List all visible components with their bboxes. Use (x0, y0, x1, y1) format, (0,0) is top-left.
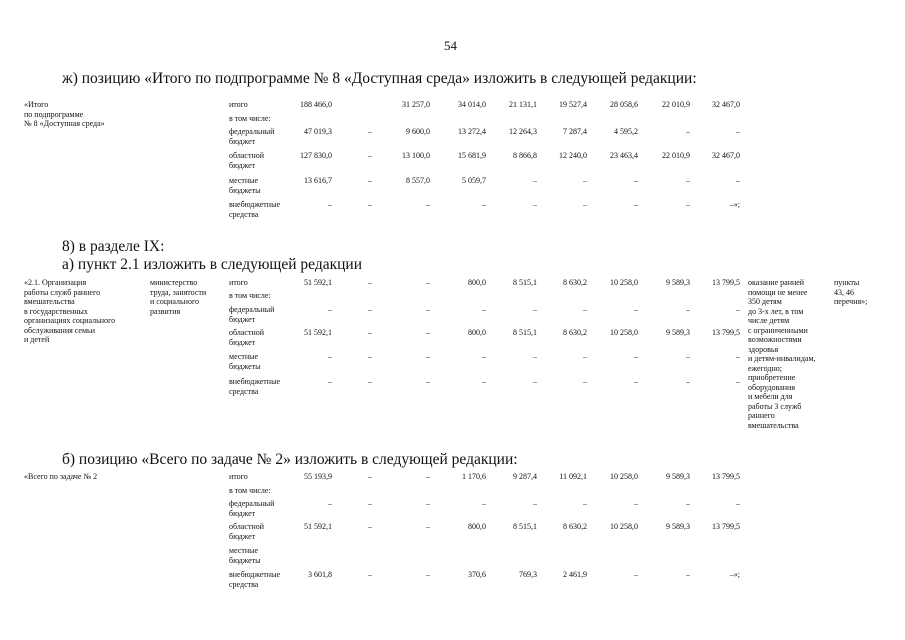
row-label-line: итого (229, 278, 248, 287)
table-cell: 13 272,4 (458, 127, 486, 136)
table-cell: 55 193,9 (304, 472, 332, 481)
table-cell: – (368, 472, 372, 481)
result-line: и детям-инвалидам, (748, 354, 816, 363)
table-cell: 51 592,1 (304, 328, 332, 337)
table-cell: – (533, 377, 537, 386)
table-cell: 8 630,2 (563, 278, 587, 287)
table-cell: 10 258,0 (610, 328, 638, 337)
table-cell: – (368, 305, 372, 314)
result-line: до 3-х лет, в том (748, 306, 804, 316)
table-cell: 31 257,0 (402, 100, 430, 109)
result-line: помощи не менее (748, 287, 808, 297)
table-cell: – (736, 377, 740, 386)
row-label-line: бюджет (229, 160, 256, 170)
table-cell: – (583, 200, 587, 209)
table-cell: 8 630,2 (563, 328, 587, 337)
table-cell: – (426, 200, 430, 209)
row-label-line: бюджет (229, 531, 256, 541)
row-label-line: средства (229, 386, 259, 396)
row-label (229, 176, 261, 195)
table-cell: – (686, 305, 690, 314)
table-cell: –»; (729, 570, 740, 579)
table-cell: 13 799,5 (712, 472, 740, 481)
block1-title (24, 100, 105, 129)
table-cell: – (426, 278, 430, 287)
table-cell: 51 592,1 (304, 522, 332, 531)
heading-item-b: б) позицию «Всего по задаче № 2» изложить в следующей редакции: (62, 451, 518, 468)
table-cell: 23 463,4 (610, 151, 638, 160)
table-cell: – (533, 176, 537, 185)
table-cell: – (533, 352, 537, 361)
table-cell: 32 467,0 (712, 151, 740, 160)
row-label-line: местные (229, 176, 259, 185)
table-cell: – (482, 352, 486, 361)
reference-line: пункты (834, 278, 860, 287)
result-line: числе детям (748, 316, 790, 325)
table-cell: – (482, 305, 486, 314)
row-label-line: бюджеты (229, 361, 261, 371)
table-cell: 769,3 (519, 570, 537, 579)
table-cell: 21 131,1 (509, 100, 537, 109)
table-cell: – (686, 200, 690, 209)
block3-title (24, 472, 97, 482)
row-label-line: федеральный (229, 127, 275, 136)
page-number: 54 (444, 38, 457, 53)
table-cell: 2 461,9 (563, 570, 587, 579)
table-cell: 800,0 (468, 328, 486, 337)
heading-item-zh: ж) позицию «Итого по подпрограмме № 8 «Доступная среда» изложить в следующей редакции: (62, 70, 697, 87)
row-label (229, 328, 264, 347)
title-line: вмешательства (24, 297, 75, 306)
row-label-line: областной (229, 151, 265, 160)
table-cell: – (533, 499, 537, 508)
table-cell: – (533, 305, 537, 314)
row-label-line: федеральный (229, 499, 275, 508)
result-line: вмешательства (748, 420, 799, 430)
table-cell: 22 010,9 (662, 151, 690, 160)
table-cell: 1 170,6 (462, 472, 486, 481)
row-label (229, 100, 248, 110)
table-cell: – (634, 570, 638, 579)
result-line: работы 3 служб (748, 401, 802, 411)
table-cell: – (368, 499, 372, 508)
table-cell: – (368, 151, 372, 160)
table-cell: 8 866,8 (513, 151, 537, 160)
table-cell: – (482, 499, 486, 508)
title-line: «Итого (24, 100, 49, 109)
table-cell: – (686, 352, 690, 361)
table-cell: – (482, 377, 486, 386)
table-cell: – (634, 377, 638, 386)
table-cell: 8 515,1 (513, 522, 537, 531)
row-label (229, 352, 261, 371)
table-cell: 9 600,0 (406, 127, 430, 136)
row-label-line: внебюджетные (229, 200, 280, 209)
row-label (229, 522, 264, 541)
table-cell: 8 630,2 (563, 522, 587, 531)
reference-line: перечня»; (834, 297, 868, 306)
table-cell: 47 019,3 (304, 127, 332, 136)
table-cell: – (736, 127, 740, 136)
block2-result (748, 278, 816, 430)
table-cell: 10 258,0 (610, 522, 638, 531)
row-label-line: областной (229, 522, 265, 531)
table-cell: – (736, 176, 740, 185)
table-cell: – (686, 499, 690, 508)
reference-line: 43, 46 (834, 287, 854, 297)
table-cell: – (368, 278, 372, 287)
table-cell: 800,0 (468, 278, 486, 287)
row-label (229, 472, 248, 482)
row-label (229, 305, 274, 324)
table-cell: – (368, 127, 372, 136)
row-label-line: бюджет (229, 337, 256, 347)
result-line: ежегодно; (748, 363, 782, 373)
table-cell: – (368, 176, 372, 185)
result-line: здоровья (748, 344, 779, 354)
table-cell: 28 058,6 (610, 100, 638, 109)
table-cell: – (328, 352, 332, 361)
table-cell: 8 557,0 (406, 176, 430, 185)
executor-line: министерство (150, 278, 198, 287)
table-cell: – (583, 352, 587, 361)
table-cell: – (634, 352, 638, 361)
table-cell: 800,0 (468, 522, 486, 531)
block2-title (24, 278, 115, 345)
row-label-line: средства (229, 579, 259, 589)
table-cell: – (426, 377, 430, 386)
row-label-line: внебюджетные (229, 570, 280, 579)
table-cell: – (736, 499, 740, 508)
table-cell: 9 589,3 (666, 522, 690, 531)
table-cell: 34 014,0 (458, 100, 486, 109)
row-label-line: федеральный (229, 305, 275, 314)
table-cell: 8 515,1 (513, 278, 537, 287)
table-cell: – (686, 570, 690, 579)
row-label-line: местные (229, 546, 259, 555)
table-cell: – (634, 200, 638, 209)
table-cell: – (686, 127, 690, 136)
table-cell: 12 264,3 (509, 127, 537, 136)
row-label-line: бюджеты (229, 185, 261, 195)
table-cell: 12 240,0 (559, 151, 587, 160)
table-cell: – (328, 499, 332, 508)
row-label-line: бюджет (229, 508, 256, 518)
result-line: раннего (748, 411, 775, 420)
table-cell: – (686, 176, 690, 185)
table-cell: – (583, 377, 587, 386)
table-cell: 127 830,0 (300, 151, 332, 160)
table-cell: – (533, 200, 537, 209)
result-line: 350 детям (748, 297, 782, 306)
row-label-line: в том числе: (229, 291, 271, 300)
table-cell: – (368, 570, 372, 579)
table-cell: 188 466,0 (300, 100, 332, 109)
table-cell: 8 515,1 (513, 328, 537, 337)
row-label (229, 127, 274, 146)
executor-line: труда, занятости (150, 287, 207, 297)
row-label-line: бюджет (229, 136, 256, 146)
table-cell: 7 287,4 (563, 127, 587, 136)
result-line: и мебели для (748, 392, 793, 401)
result-line: приобретение (748, 373, 796, 382)
table-cell: – (368, 328, 372, 337)
table-cell: – (368, 377, 372, 386)
heading-section-8: 8) в разделе IX: (62, 238, 165, 255)
title-line: обслуживания семьи (24, 325, 95, 335)
table-cell: 19 527,4 (559, 100, 587, 109)
table-cell: – (426, 522, 430, 531)
table-cell: – (368, 522, 372, 531)
row-label-line: итого (229, 472, 248, 481)
table-cell: 370,6 (468, 570, 486, 579)
table-cell: 15 681,9 (458, 151, 486, 160)
table-cell: –»; (729, 200, 740, 209)
table-cell: – (426, 352, 430, 361)
table-cell: 51 592,1 (304, 278, 332, 287)
table-cell: – (426, 499, 430, 508)
table-cell: – (426, 305, 430, 314)
table-cell: 9 589,3 (666, 472, 690, 481)
table-cell: – (634, 499, 638, 508)
result-line: возможностями (748, 335, 802, 344)
row-label-line: в том числе: (229, 486, 271, 495)
table-cell: – (736, 352, 740, 361)
row-label (229, 486, 271, 496)
executor-line: развития (150, 306, 181, 316)
table-cell: – (328, 305, 332, 314)
table-cell: 13 100,0 (402, 151, 430, 160)
row-label-line: областной (229, 328, 265, 337)
row-label-line: в том числе: (229, 114, 271, 123)
block2-reference (834, 278, 867, 307)
table-cell: – (426, 328, 430, 337)
table-cell: – (736, 305, 740, 314)
title-line: и детей (24, 335, 50, 344)
row-label-line: местные (229, 352, 259, 361)
row-label (229, 200, 280, 219)
table-cell: 11 092,1 (559, 472, 587, 481)
row-label (229, 377, 280, 396)
title-line: работы служб раннего (24, 287, 101, 297)
title-line: по подпрограмме (24, 109, 84, 119)
row-label (229, 151, 264, 170)
row-label-line: итого (229, 100, 248, 109)
result-line: оборудования (748, 382, 795, 392)
table-cell: – (583, 176, 587, 185)
table-cell: 32 467,0 (712, 100, 740, 109)
title-line: организациях социального (24, 316, 116, 325)
table-cell: – (583, 499, 587, 508)
table-cell: – (426, 472, 430, 481)
table-cell: 22 010,9 (662, 100, 690, 109)
table-cell: 9 589,3 (666, 278, 690, 287)
row-label (229, 546, 261, 565)
title-line: «2.1. Организация (24, 278, 87, 287)
table-cell: 10 258,0 (610, 472, 638, 481)
row-label-line: средства (229, 209, 259, 219)
title-line: «Всего по задаче № 2 (24, 472, 98, 481)
table-cell: – (482, 200, 486, 209)
table-cell: – (583, 305, 587, 314)
block2-executor (150, 278, 206, 316)
table-cell: 5 059,7 (462, 176, 486, 185)
table-cell: – (368, 200, 372, 209)
result-line: оказание ранней (748, 278, 805, 287)
result-line: с ограниченными (748, 325, 808, 335)
table-cell: – (328, 377, 332, 386)
table-cell: 13 799,5 (712, 328, 740, 337)
table-cell: – (426, 570, 430, 579)
table-cell: 3 601,8 (308, 570, 332, 579)
table-cell: – (634, 176, 638, 185)
title-line: в государственных (24, 306, 88, 316)
table-cell: 4 595,2 (614, 127, 638, 136)
row-label (229, 570, 280, 589)
row-label (229, 278, 248, 288)
row-label (229, 499, 274, 518)
row-label-line: бюджет (229, 314, 256, 324)
table-cell: 9 287,4 (513, 472, 537, 481)
row-label-line: внебюджетные (229, 377, 280, 386)
title-line: № 8 «Доступная среда» (24, 119, 105, 128)
table-cell: – (328, 200, 332, 209)
table-cell: 13 799,5 (712, 278, 740, 287)
row-label (229, 291, 271, 301)
table-cell: 13 616,7 (304, 176, 332, 185)
table-cell: – (368, 352, 372, 361)
table-cell: 9 589,3 (666, 328, 690, 337)
table-cell: 10 258,0 (610, 278, 638, 287)
table-cell: – (686, 377, 690, 386)
row-label (229, 114, 271, 124)
table-cell: – (634, 305, 638, 314)
table-cell: 13 799,5 (712, 522, 740, 531)
heading-item-a: а) пункт 2.1 изложить в следующей редакции (62, 256, 363, 273)
row-label-line: бюджеты (229, 555, 261, 565)
executor-line: и социального (150, 297, 200, 306)
